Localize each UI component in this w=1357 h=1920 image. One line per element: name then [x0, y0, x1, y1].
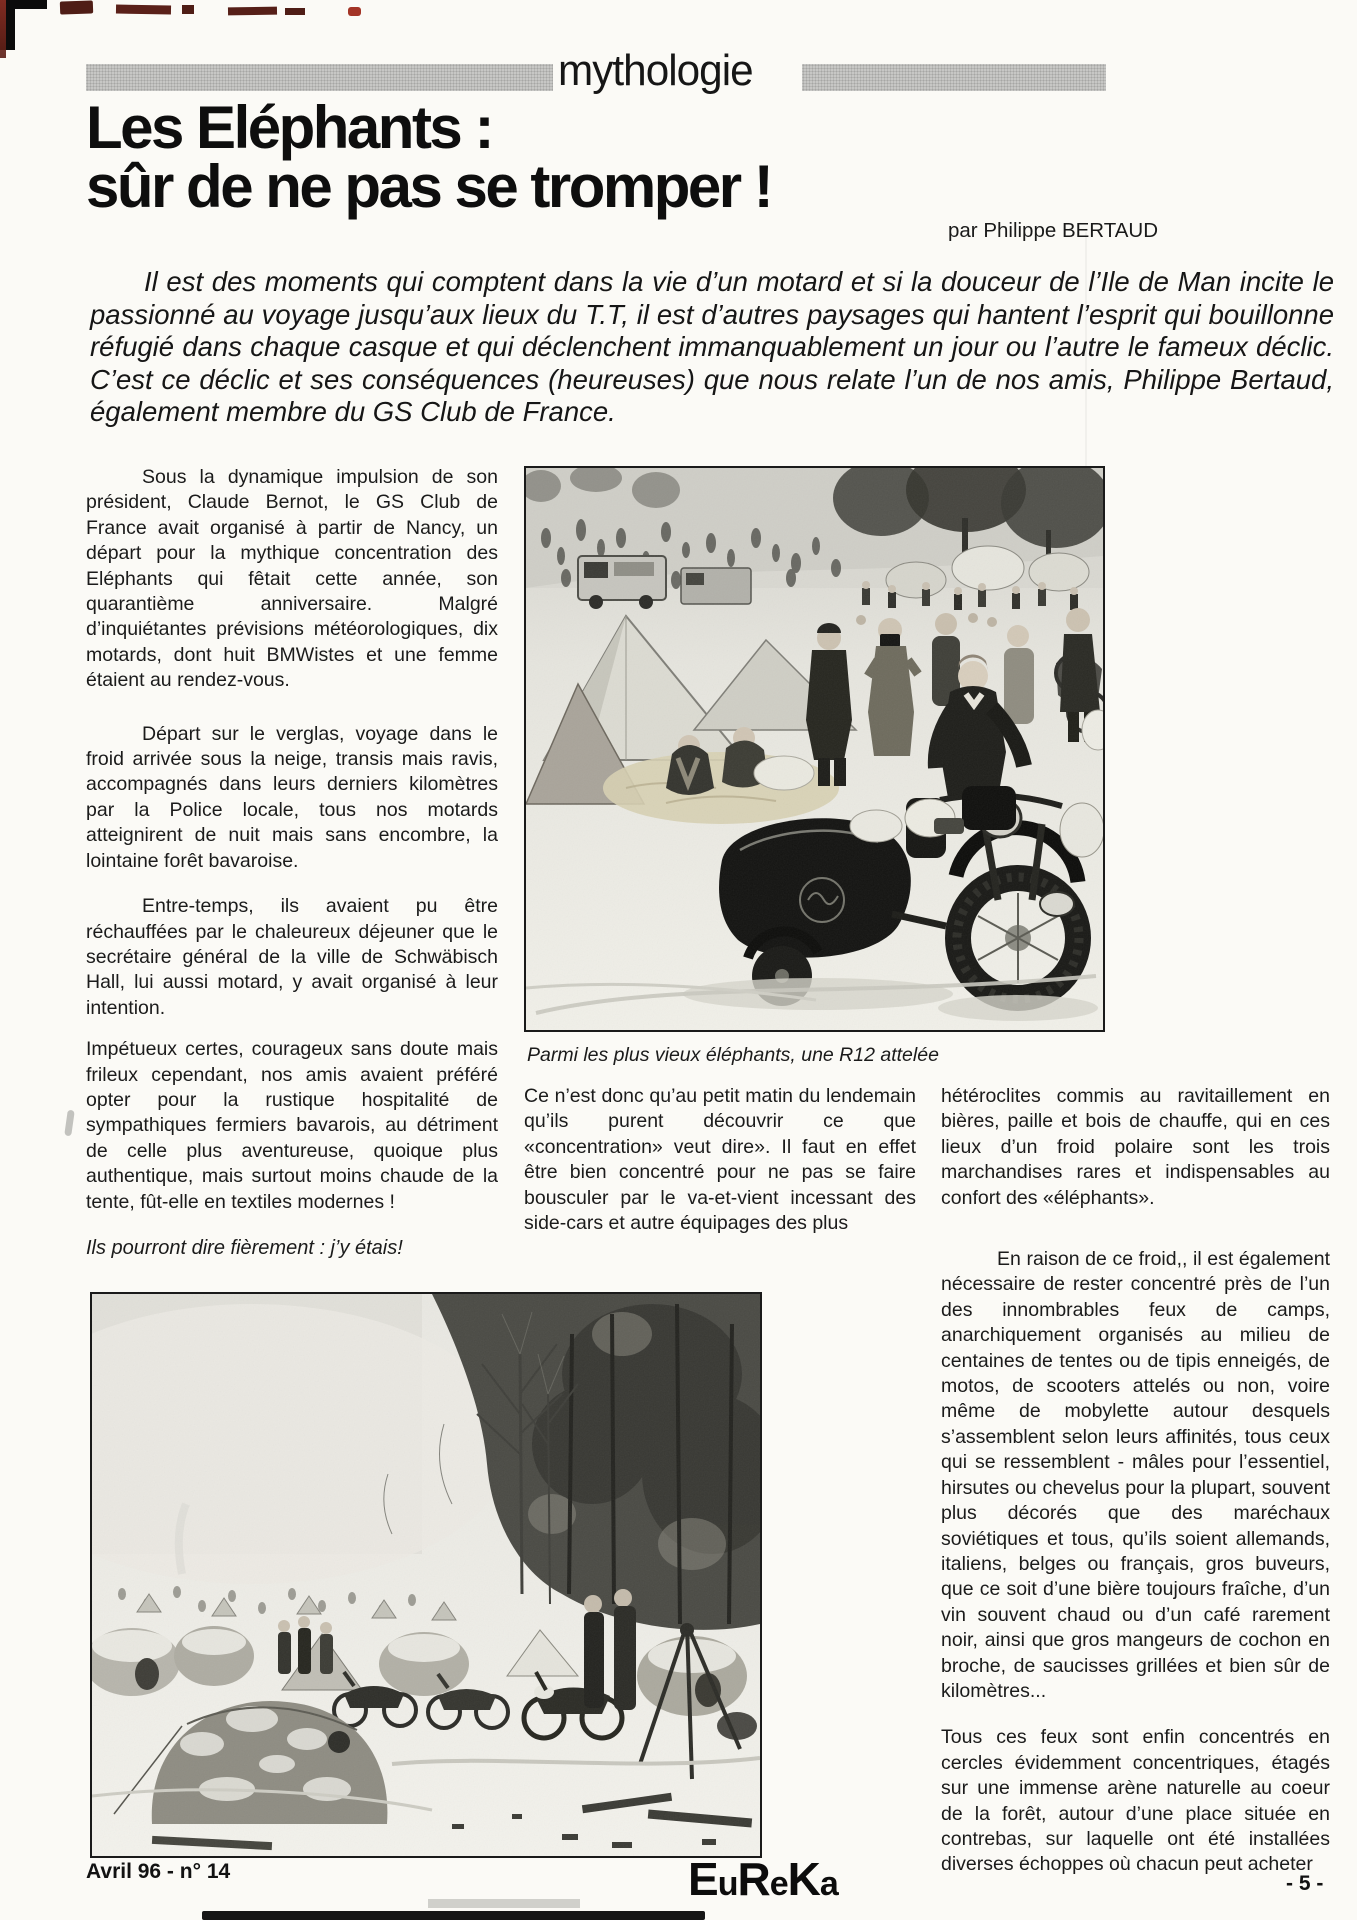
scan-artifact-bottom-bar	[202, 1911, 705, 1920]
left-paragraph-2: Départ sur le verglas, voyage dans le froid arrivée sous la neige, transis mais ravis, accompagnés dans leurs derniers kilomètres par la Police locale, tous nos motards atteignirent de nuit mais sans encombre, la lointaine forêt bavaroise.	[86, 722, 498, 872]
scan-artifact-red-dot	[348, 7, 361, 16]
scan-artifact-mark	[228, 7, 277, 16]
middle-paragraph-1: Ce n’est donc qu’au petit matin du lendemain qu’ils purent découvrir ce que «concentration» veut dire». Il faut en effet être bien concentré pour ne pas se faire bousculer par le va-et-vient incessant des side-cars et autre équipages des plus	[524, 1085, 916, 1235]
photo-bottom-illustration	[92, 1294, 760, 1856]
right-paragraph-1: hétéroclites commis au ravitaillement en bières, paille et bois de chauffe, qui en ces lieux d’un froid polaire sont les trois marchandises rares et indispensables au confort des «éléphants».	[941, 1085, 1330, 1209]
photo-elephant-meeting-r12	[524, 466, 1105, 1032]
column-left	[86, 465, 498, 1260]
header-rule-right	[802, 64, 1106, 91]
left-paragraph-1: Sous la dynamique impulsion de son président, Claude Bernot, le GS Club de France avait organisé à partir de Nancy, un départ pour la mythique concentration des Eléphants qui fêtait cette année, son quarantième anniversaire. Malgré d’inquiétantes prévisions météorologiques, dix motards, dont huit BMWistes et une femme étaient au rendez-vous.	[86, 466, 498, 692]
article-title	[86, 94, 772, 220]
byline: par Philippe BERTAUD	[948, 219, 1159, 242]
header-rule-left	[86, 64, 553, 91]
left-paragraph-3: Entre-temps, ils avaient pu être réchauffées par le chaleureux déjeuner que le secrétaire général de la ville de Schwäbisch Hall, lui aussi motard, y avait organisé à leur intention.	[86, 895, 498, 1019]
scan-artifact-bottom-smudge	[428, 1899, 580, 1908]
footer-issue-date: Avril 96 - n° 14	[86, 1860, 231, 1883]
photo-bottom-tagline: Ils pourront dire fièrement : j’y étais!	[86, 1236, 403, 1259]
intro-paragraph: Il est des moments qui comptent dans la vie d’un motard et si la douceur de l’Ile de Man incite le passionné au voyage jusqu’aux lieux du T.T, il est d’autres paysages qui hantent l’esprit qui bouillonne réfugié dans chaque casque et qui déclenchent immanquablement un jour ou l’autre le fameux déclic. C’est ce déclic et ses conséquences (heureuses) que nous relate l’un de nos amis, Philippe Bertaud, également membre du GS Club de France.	[90, 266, 1334, 428]
photo-campsite-panorama	[90, 1292, 762, 1858]
scan-artifact-mark	[182, 5, 194, 14]
footer-page-number: - 5 -	[1286, 1872, 1324, 1895]
article-title-line1: Les Eléphants :	[86, 94, 492, 161]
article-title-line2: sûr de ne pas se tromper !	[86, 153, 772, 220]
column-right	[941, 1084, 1330, 1878]
photo-top-caption: Parmi les plus vieux éléphants, une R12 attelée	[527, 1044, 939, 1066]
eureka-logo: EuReKa	[688, 1853, 838, 1905]
scan-artifact-mark	[285, 8, 305, 15]
right-paragraph-2: En raison de ce froid,, il est également nécessaire de rester concentré près de l’un des innombrables feux de camps, anarchiquement organisés au milieu de centaines de tentes ou de tipis enneigés, de motos, de scooters attelés ou non, voire même de mobylette autour desquels s’assemblent selon leurs affinités, tous ceux qui se ressemblent - mâles pour l’essentiel, hirsutes ou chevelus pour la plupart, souvent plus décorés que des maréchaux soviétiques et tous, qu’ils soient allemands, italiens, belges ou français, gros buveurs, que ce soit d’une bière toujours fraîche, d’un vin souvent chaud ou d’un café rarement noir, ainsi que gros mangeurs de cochon en broche, de saucisses grillées et bien sûr de kilomètres...	[941, 1248, 1330, 1702]
left-paragraph-4: Impétueux certes, courageux sans doute mais frileux cependant, nos amis avaient préféré opter pour la rustique hospitalité de sympathiques fermiers bavarois, au détriment de celle plus aventureuse, quoique plus authentique, mais surtout moins chaude de la tente, fût-elle en textiles modernes !	[86, 1038, 498, 1213]
section-label: mythologie	[558, 46, 753, 95]
photo-top-illustration	[526, 468, 1103, 1030]
scan-artifact-mark	[116, 5, 171, 15]
right-paragraph-3: Tous ces feux sont enfin concentrés en cercles évidemment concentriques, étagés sur une immense arène naturelle au coeur de la forêt, autour d’une place située en contrebas, sur laquelle ont été installées diverses échoppes où chacun peut acheter	[941, 1726, 1330, 1876]
column-middle	[524, 1084, 916, 1236]
scan-artifact-mark	[60, 0, 93, 14]
scan-artifact-red-streak	[0, 0, 6, 58]
scan-artifact-edge-mark	[64, 1110, 75, 1137]
